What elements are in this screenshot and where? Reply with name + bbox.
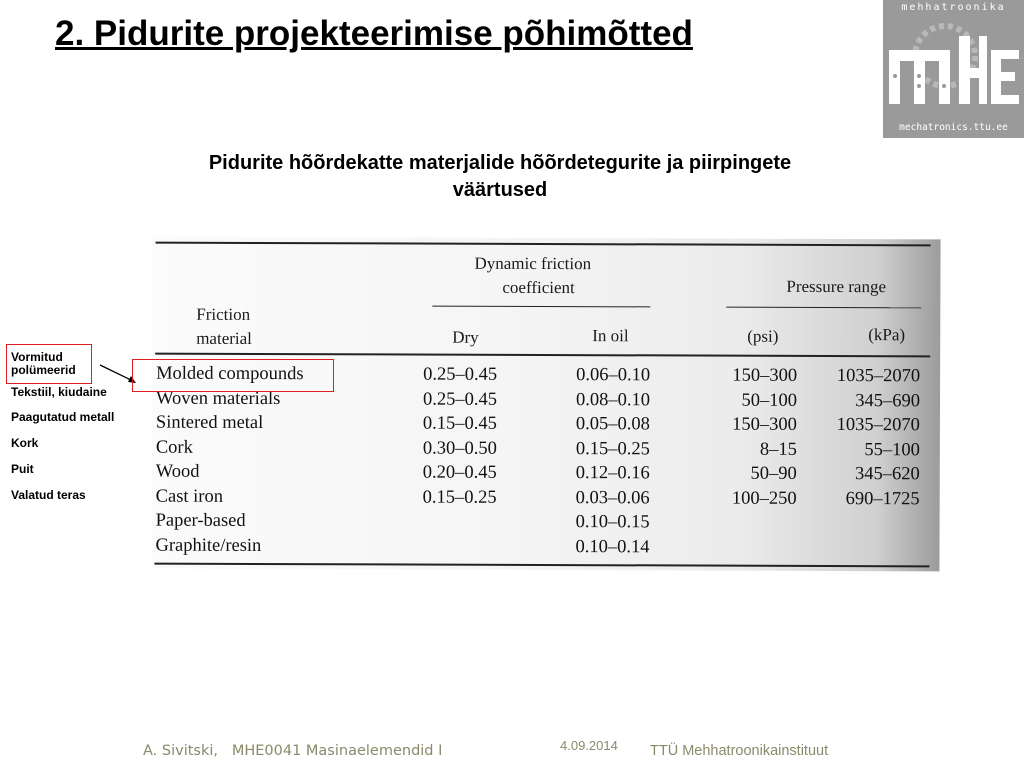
table-cell-oil: 0.08–0.10	[575, 389, 651, 410]
table-cell-dry: 0.15–0.25	[422, 487, 497, 508]
logo-url-text: mechatronics.ttu.ee	[899, 122, 1008, 133]
table-cell-oil: 0.05–0.08	[575, 414, 650, 435]
header-material: material	[196, 328, 252, 348]
table-cell-kpa: 345–620	[854, 464, 920, 485]
header-coefficient: coefficient	[502, 277, 575, 298]
footer-institute: TTÜ Mehhatroonikainstituut	[650, 743, 829, 759]
label-item: Vormitud polümeerid	[11, 350, 76, 377]
table-cell-oil: 0.06–0.10	[576, 365, 651, 386]
footer-author-course	[143, 743, 442, 759]
col-psi: (psi)	[747, 326, 779, 346]
friction-table-scan	[151, 237, 940, 572]
table-cell-oil: 0.10–0.14	[575, 536, 650, 557]
table-cell-material: Molded compounds	[156, 363, 304, 385]
logo-top-text: mehhatroonika	[901, 2, 1006, 13]
table-cell-material: Cork	[155, 437, 193, 458]
footer-course: MHE0041 Masinaelemendid I	[231, 743, 443, 759]
pressure-rule	[726, 307, 921, 309]
table-cell-oil: 0.15–0.25	[575, 438, 650, 459]
table-cell-psi: 50–90	[750, 463, 797, 484]
table-cell-psi: 150–300	[732, 365, 798, 386]
mhe-logo-icon	[883, 16, 1024, 120]
table-cell-oil: 0.10–0.15	[575, 512, 650, 533]
slide-subtitle: Pidurite hõõrdekatte materjalide hõõrdetegurite ja piirpingete väärtused	[208, 152, 792, 201]
molded-compounds-highlight	[132, 359, 334, 392]
top-rule	[156, 242, 931, 247]
table-cell-psi: 8–15	[759, 439, 797, 460]
footer-author: A. Sivitski,	[143, 743, 218, 759]
table-cell-material: Wood	[155, 461, 200, 482]
table-cell-material: Sintered metal	[155, 412, 264, 434]
bottom-rule	[154, 563, 929, 568]
header-friction: Friction	[196, 304, 251, 324]
table-cell-kpa: 1035–2070	[836, 366, 921, 387]
label-item: Tekstiil, kiudaine	[11, 385, 107, 399]
col-kpa: (kPa)	[868, 325, 906, 345]
table-cell-dry: 0.25–0.45	[422, 389, 498, 410]
table-cell-oil: 0.12–0.16	[575, 463, 650, 484]
table-cell-kpa: 345–690	[855, 390, 921, 411]
table-cell-dry: 0.25–0.45	[423, 364, 498, 385]
table-cell-psi: 50–100	[741, 390, 798, 411]
table-cell-dry: 0.30–0.50	[422, 438, 497, 459]
label-item: Puit	[11, 462, 34, 476]
table-cell-material: Woven materials	[155, 388, 281, 409]
table-cell-kpa: 1035–2070	[836, 415, 920, 436]
header-pressure-range: Pressure range	[786, 276, 887, 297]
header-rule	[155, 353, 930, 357]
table-cell-psi: 150–300	[732, 414, 797, 435]
table-cell-material: Graphite/resin	[155, 535, 262, 556]
table-cell-material: Cast iron	[155, 486, 224, 507]
table-cell-kpa: 55–100	[864, 439, 920, 460]
table-cell-dry: 0.15–0.45	[422, 413, 497, 434]
table-cell-dry: 0.20–0.45	[422, 462, 497, 483]
table-cell-material: Paper-based	[155, 510, 246, 531]
coef-rule	[432, 306, 650, 308]
table-cell-psi: 100–250	[731, 488, 797, 509]
slide-title: 2. Pidurite projekteerimise põhimõtted	[55, 14, 693, 53]
label-item: Paagutatud metall	[11, 410, 115, 424]
table-cell-kpa: 690–1725	[845, 488, 920, 509]
footer-date: 4.09.2014	[560, 738, 618, 753]
label-item: Kork	[11, 436, 39, 450]
col-dry: Dry	[452, 327, 479, 347]
table-cell-oil: 0.03–0.06	[575, 487, 650, 508]
mechatronics-logo	[883, 0, 1024, 138]
header-dynamic-friction: Dynamic friction	[474, 253, 592, 274]
col-oil: In oil	[592, 326, 629, 346]
label-item: Valatud teras	[11, 488, 86, 502]
